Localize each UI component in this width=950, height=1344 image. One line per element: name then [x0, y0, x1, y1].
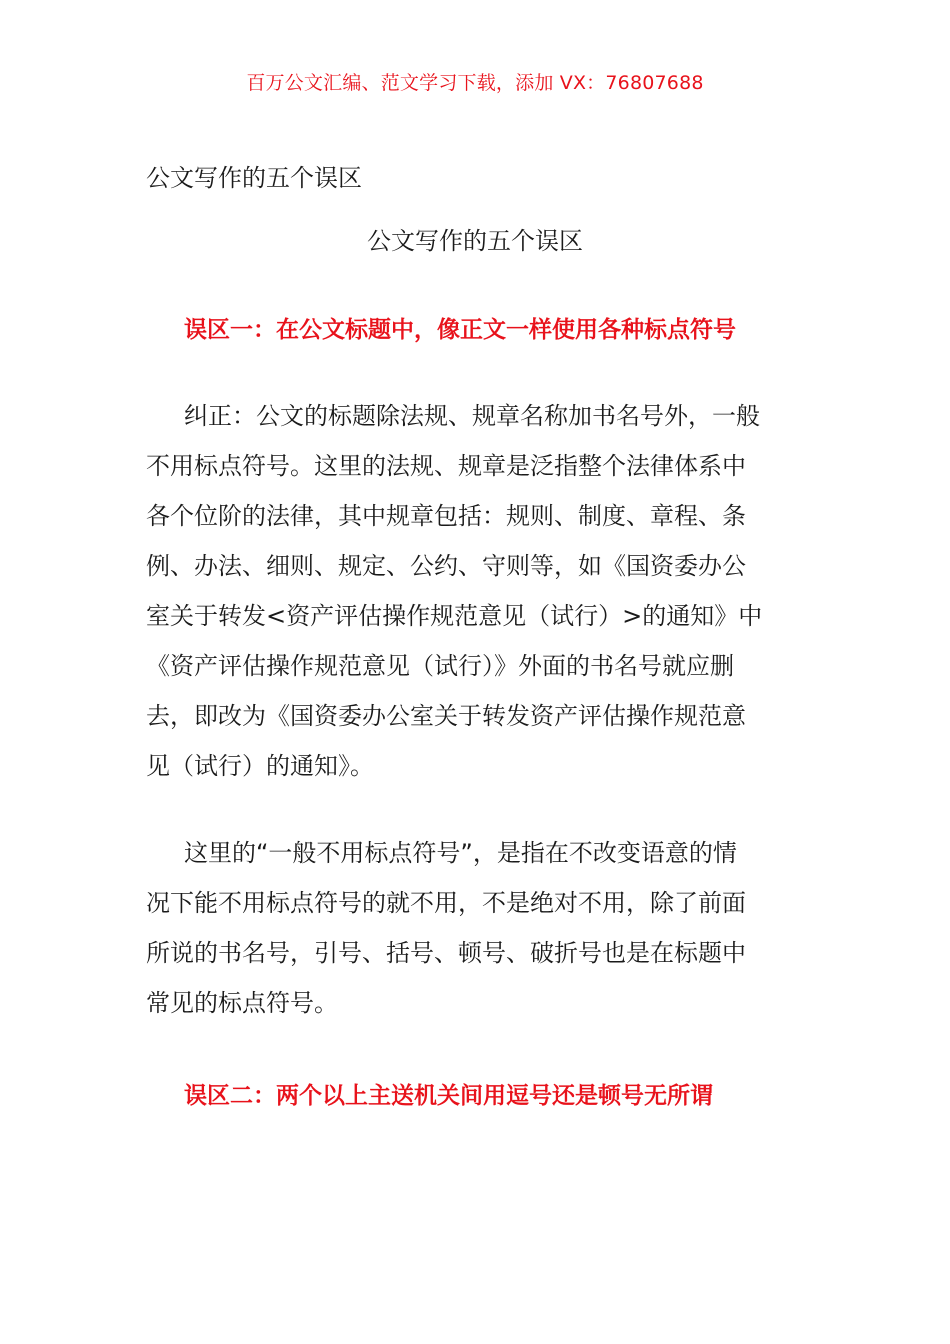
paragraph-correction [146, 391, 802, 791]
paragraph-line: 这里的“一般不用标点符号”，是指在不改变语意的情 [184, 839, 737, 867]
paragraph-line: 《资产评估操作规范意见（试行）》外面的书名号就应删 [146, 652, 734, 680]
section-heading-2: 误区二：两个以上主送机关间用逗号还是顿号无所谓 [184, 1083, 713, 1109]
paragraph-line: 不用标点符号。这里的法规、规章是泛指整个法律体系中 [146, 452, 746, 480]
paragraph-line: 所说的书名号，引号、括号、顿号、破折号也是在标题中 [146, 939, 746, 967]
paragraph-line: 室关于转发<资产评估操作规范意见（试行）>的通知》中 [146, 602, 763, 630]
document-label: 公文写作的五个误区 [146, 164, 362, 192]
paragraph-line: 纠正：公文的标题除法规、规章名称加书名号外，一般 [184, 402, 760, 430]
paragraph-line: 去，即改为《国资委办公室关于转发资产评估操作规范意 [146, 702, 746, 730]
header-promo-note: 百万公文汇编、范文学习下载，添加 VX：76807688 [246, 72, 704, 94]
paragraph-line: 况下能不用标点符号的就不用，不是绝对不用，除了前面 [146, 889, 746, 917]
paragraph-line: 见（试行）的通知》。 [146, 752, 374, 780]
paragraph-explanation [146, 828, 802, 1028]
document-title: 公文写作的五个误区 [367, 227, 583, 255]
paragraph-line: 例、办法、细则、规定、公约、守则等，如《国资委办公 [146, 552, 746, 580]
paragraph-line: 各个位阶的法律，其中规章包括：规则、制度、章程、条 [146, 502, 746, 530]
section-heading-1: 误区一：在公文标题中，像正文一样使用各种标点符号 [184, 317, 736, 343]
paragraph-line: 常见的标点符号。 [146, 989, 338, 1017]
